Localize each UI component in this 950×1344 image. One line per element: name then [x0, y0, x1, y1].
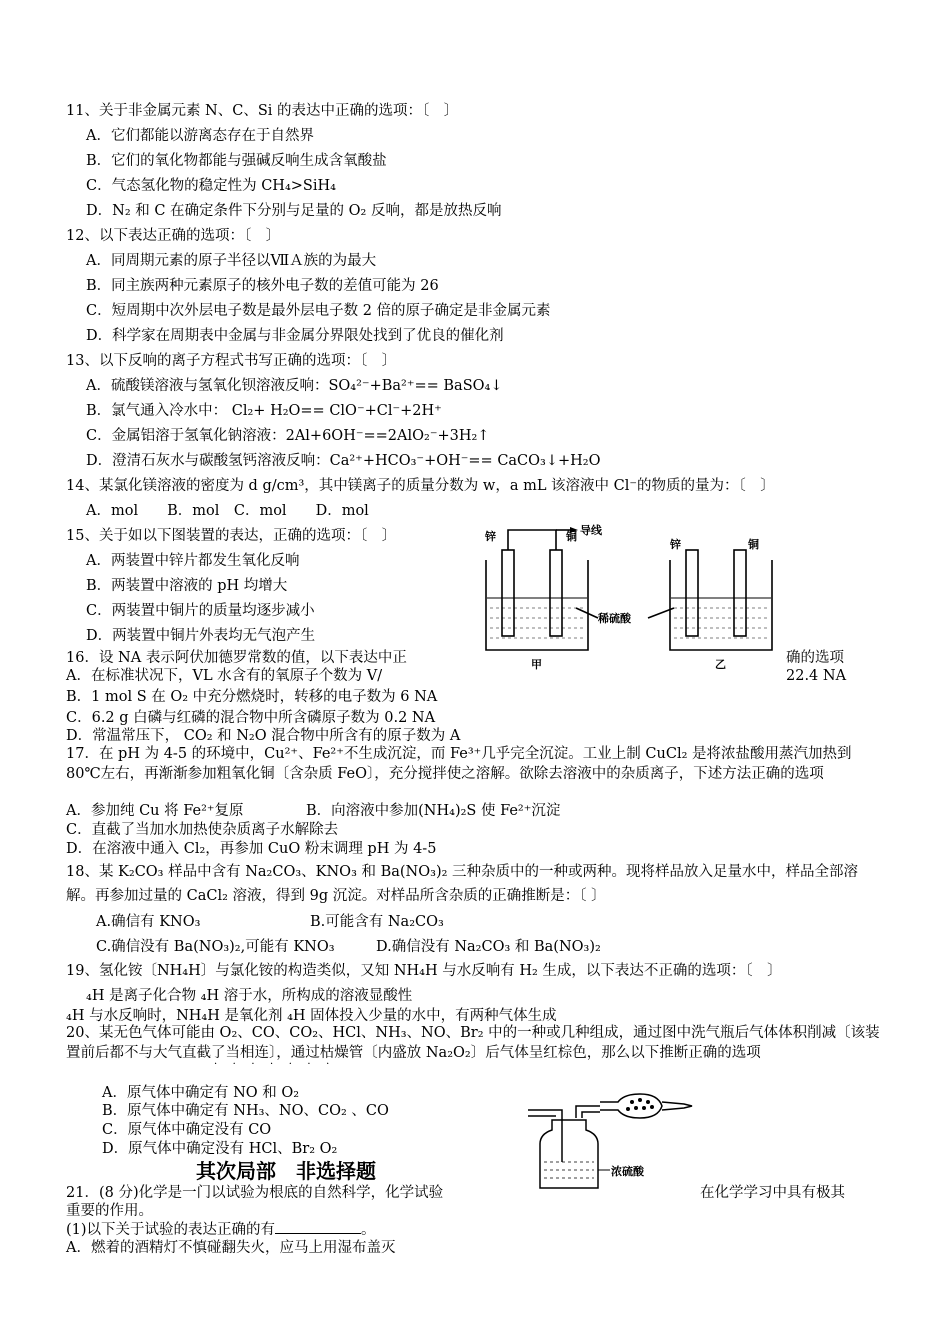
q12-option-b: B．同主族两种元素原子的核外电子数的差值可能为 26	[86, 278, 439, 294]
q16-option-b: B．1 mol S 在 O₂ 中充分燃烧时，转移的电子数为 6 NA	[66, 689, 438, 705]
q16-option-a-right: 22.4 NA	[786, 668, 847, 684]
q20-stem: 20、某无色气体可能由 O₂、CO、CO₂、HCl、NH₃、NO、Br₂ 中的一种或几种组成，通过图中洗气瓶后气体体积削减〔该装置前后都不与大气直截了当相连〕，通过枯燥管〔内盛放 Na₂O₂〕后气体呈红棕色，那么以下推断正确的选项	[66, 1025, 880, 1061]
q16-option-d: D．常温常压下， CO₂ 和 N₂O 混合物中所含有的原子数为 A	[66, 728, 461, 744]
q15-option-b: B．两装置中溶液的 pH 均增大	[86, 578, 288, 594]
q11-stem: 11、关于非金属元素 N、C、Si 的表达中正确的选项：〔 〕	[66, 103, 459, 119]
q20-option-d: D．原气体中确定没有 HCl、Br₂ O₂	[102, 1141, 338, 1157]
q11-option-d: D．N₂ 和 C 在确定条件下分别与足量的 O₂ 反响，都是放热反响	[86, 203, 502, 219]
q12-stem: 12、以下表达正确的选项：〔 〕	[66, 228, 281, 244]
emphasis-dots: ·······	[214, 1059, 345, 1070]
q13-option-c: C．金属铝溶于氢氧化钠溶液：2Al+6OH⁻==2AlO₂⁻+3H₂↑	[86, 428, 490, 444]
q20-option-b: B．原气体中确定有 NH₃、NO、CO₂ 、CO	[102, 1103, 389, 1119]
zinc-label-yi: 锌	[670, 538, 681, 551]
q18-option-d: D.确信没有 Na₂CO₃ 和 Ba(NO₃)₂	[376, 939, 601, 955]
q13-option-a: A．硫酸镁溶液与氢氧化钡溶液反响：SO₄²⁻+Ba²⁺== BaSO₄↓	[86, 378, 503, 394]
q16-option-a-left: A．在标准状况下，VL 水含有的氧原子个数为 V/	[66, 668, 383, 684]
label-yi: 乙	[715, 658, 726, 670]
q11-option-c: C．气态氢化物的稳定性为 CH₄>SiH₄	[86, 178, 336, 194]
q21-sub1-prefix: (1)以下关于试验的表达正确的有	[66, 1222, 276, 1238]
q21-line2: 重要的作用。	[66, 1203, 153, 1219]
q13-stem: 13、以下反响的离子方程式书写正确的选项：〔 〕	[66, 353, 397, 369]
q21-sub1	[66, 1219, 376, 1240]
q17-option-d: D．在溶液中通入 Cl₂，再参加 CuO 粉末调理 pH 为 4-5	[66, 841, 437, 857]
galvanic-cell-figure	[478, 522, 798, 670]
q13-option-b: B．氯气通入冷水中： Cl₂+ H₂O== ClO⁻+Cl⁻+2H⁺	[86, 403, 442, 419]
q21-stem-left: 21．(8 分)化学是一门以试验为根底的自然科学，化学试验	[66, 1185, 444, 1201]
copper-label-jia: 铜	[566, 530, 577, 543]
q20-option-c: C．原气体中确定没有 CO	[102, 1122, 272, 1138]
wire-label: 导线	[580, 524, 602, 537]
q17-option-b: B．向溶液中参加(NH₄)₂S 使 Fe²⁺沉淀	[306, 803, 561, 819]
q18-stem: 18、某 K₂CO₃ 样品中含有 Na₂CO₃、KNO₃ 和 Ba(NO₃)₂ 三种杂质中的一种或两种。现将样品放入足量水中，样品全部溶解。再参加过量的 CaCl₂ 溶液，得到 9g 沉淀。对样品所含杂质的正确推断是：〔 〕	[66, 864, 859, 904]
q14-stem: 14、某氯化镁溶液的密度为 d g/cm³，其中镁离子的质量分数为 w，a mL 该溶液中 Cl⁻的物质的量为：〔 〕	[66, 478, 775, 494]
q15-option-d: D．两装置中铜片外表均无气泡产生	[86, 628, 316, 644]
q17-option-a: A．参加纯 Cu 将 Fe²⁺复原	[66, 803, 244, 819]
q16-option-c: C．6.2 g 白磷与红磷的混合物中所含磷原子数为 0.2 NA	[66, 710, 436, 726]
q18-option-b: B.可能含有 Na₂CO₃	[310, 914, 444, 930]
q15-option-c: C．两装置中铜片的质量均逐步减小	[86, 603, 315, 619]
conc-acid-label: 浓硫酸	[611, 1165, 644, 1178]
q19-line1: ₄H 是离子化合物 ₄H 溶于水，所构成的溶液显酸性	[86, 988, 413, 1004]
q14-options: A．mol B．mol C．mol D．mol	[86, 503, 369, 519]
q12-option-c: C．短周期中次外层电子数是最外层电子数 2 倍的原子确定是非金属元素	[86, 303, 551, 319]
q20-option-a: A．原气体中确定有 NO 和 O₂	[102, 1085, 300, 1101]
q12-option-a: A．同周期元素的原子半径以ⅦＡ族的为最大	[86, 253, 377, 269]
q11-option-b: B．它们的氧化物都能与强碱反响生成含氧酸盐	[86, 153, 387, 169]
q15-option-a: A．两装置中锌片都发生氧化反响	[86, 553, 300, 569]
zinc-label-jia: 锌	[485, 530, 496, 543]
q19-line2: ₄H 与水反响时，NH₄H 是氧化剂 ₄H 固体投入少量的水中，有两种气体生成	[66, 1008, 557, 1024]
section-title: 其次局部 非选择题	[196, 1159, 376, 1183]
q18-option-c: C.确信没有 Ba(NO₃)₂,可能有 KNO₃	[96, 939, 335, 955]
q15-stem: 15、关于如以下图装置的表达，正确的选项：〔 〕	[66, 528, 397, 544]
q11-option-a: A．它们都能以游离态存在于自然界	[86, 128, 314, 144]
answer-blank	[275, 1219, 361, 1234]
q21-stem-right: 在化学学习中具有极其	[700, 1185, 845, 1201]
q21-sub1-suffix: 。	[361, 1222, 376, 1238]
q21-option-a: A．燃着的酒精灯不慎碰翻失火，应马上用湿布盖灭	[66, 1240, 396, 1256]
q13-option-d: D．澄清石灰水与碳酸氢钙溶液反响：Ca²⁺+HCO₃⁻+OH⁻== CaCO₃↓+H₂O	[86, 453, 601, 469]
q16-stem-right: 确的选项	[786, 650, 844, 666]
copper-label-yi: 铜	[748, 538, 759, 551]
q16-stem-left: 16．设 NA 表示阿伏加德罗常数的值，以下表达中正	[66, 650, 407, 666]
label-jia: 甲	[531, 658, 542, 670]
q12-option-d: D．科学家在周期表中金属与非金属分界限处找到了优良的催化剂	[86, 328, 504, 344]
q17-stem: 17．在 pH 为 4-5 的环境中，Cu²⁺、Fe²⁺不生成沉淀，而 Fe³⁺几乎完全沉淀。工业上制 CuCl₂ 是将浓盐酸用蒸汽加热到 80℃左右，再渐渐参加粗氧化铜〔含杂质 FeO〕，充分搅拌使之溶解。欲除去溶液中的杂质离子，下述方法正确的选项	[66, 746, 852, 782]
q17-option-c: C．直截了当加水加热使杂质离子水解除去	[66, 822, 339, 838]
washing-bottle-figure	[522, 1088, 702, 1194]
q18-option-a: A.确信有 KNO₃	[96, 914, 201, 930]
q19-stem: 19、氢化铵〔NH₄H〕与氯化铵的构造类似，又知 NH₄H 与水反响有 H₂ 生成，以下表达不正确的选项：〔 〕	[66, 963, 782, 979]
dilute-acid-label: 稀硫酸	[598, 612, 631, 625]
